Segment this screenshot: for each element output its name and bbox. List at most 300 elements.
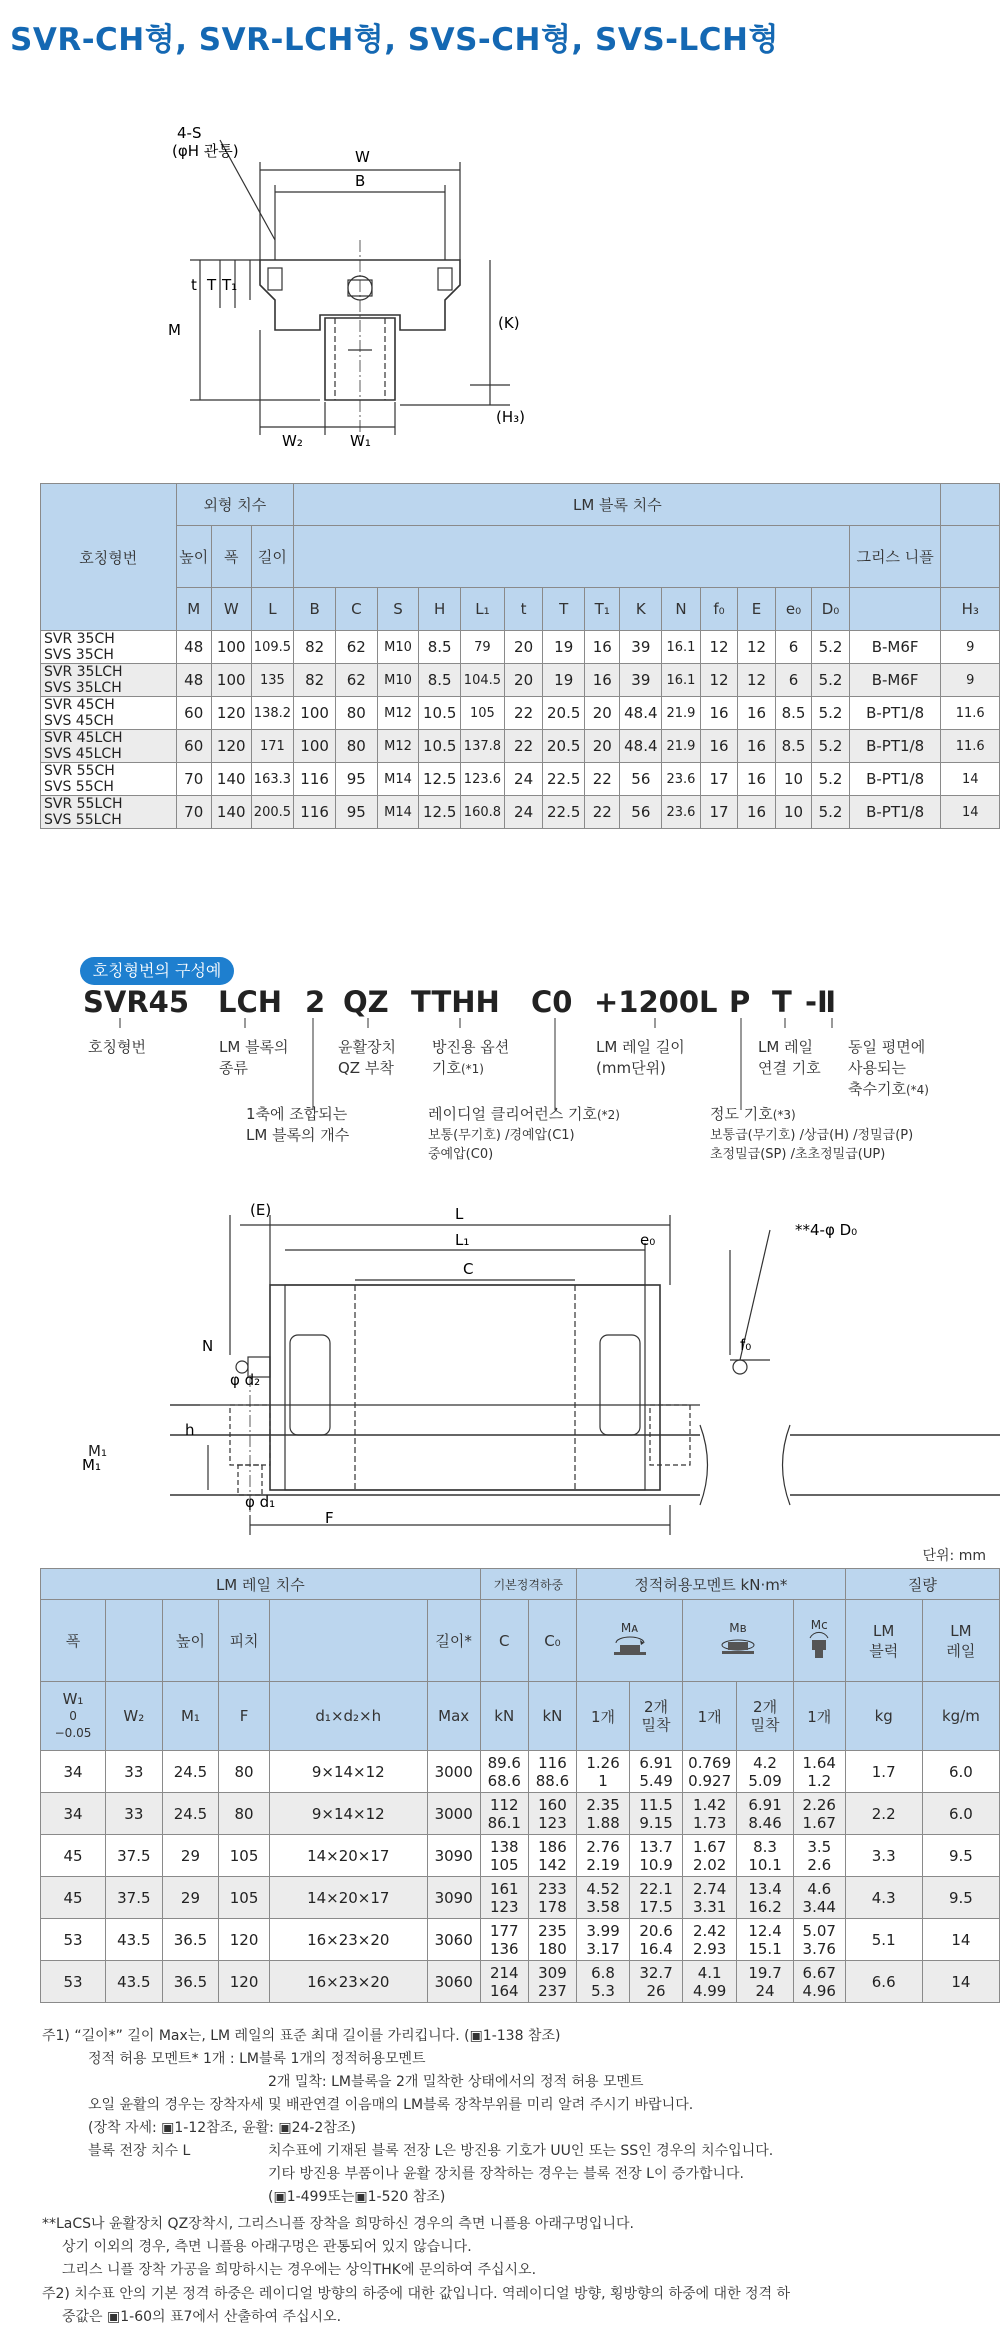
cell-s: M10 — [377, 631, 419, 664]
note-14: 중값은 ▣1-60의 표7에서 산출하여 주십시오. — [62, 2309, 342, 2325]
cell-n: 21.9 — [662, 730, 701, 763]
cell-line: 17.5 — [639, 1897, 673, 1916]
note-9: (▣1-499또는▣1-520 참조) — [268, 2189, 446, 2205]
cell-t: 24 — [504, 763, 543, 796]
cell-c — [480, 1751, 528, 1793]
cell-mb2 — [737, 1751, 794, 1793]
cell-b: 82 — [294, 664, 336, 697]
cell-line: 6.8 — [591, 1963, 615, 1982]
hdr2-mc — [793, 1600, 845, 1682]
cell-t1: 16 — [585, 631, 620, 664]
cell-t: 20 — [504, 631, 543, 664]
cell-ma2 — [630, 1793, 683, 1835]
cell-line: 1.42 — [692, 1795, 727, 1814]
cell-m1: 29 — [162, 1835, 219, 1877]
note-11: 상기 이외의 경우, 측면 니플용 아래구멍은 관통되어 있지 않습니다. — [62, 2239, 472, 2255]
cell-f0: 17 — [700, 763, 738, 796]
table-row — [41, 1877, 1000, 1919]
cell-n: 23.6 — [662, 763, 701, 796]
hdr-nip-empty — [849, 588, 941, 631]
cell-line: 1.64 — [802, 1753, 836, 1772]
cell-w: 140 — [211, 796, 251, 829]
cell-line: 4.1 — [697, 1963, 722, 1982]
cell-e: 16 — [738, 763, 776, 796]
cell-line: 2.6 — [807, 1855, 832, 1874]
cell-w2: 37.5 — [106, 1835, 163, 1877]
cell-line: 2.19 — [586, 1855, 620, 1874]
cell-c — [480, 1919, 528, 1961]
table-row — [41, 1793, 1000, 1835]
cell-mc — [793, 1751, 845, 1793]
cell-d0: 5.2 — [812, 763, 850, 796]
hdr2-ma — [577, 1600, 683, 1682]
cell-l: 138.2 — [251, 697, 294, 730]
label-h: h — [185, 1421, 195, 1439]
cell-kgm: 9.5 — [922, 1877, 999, 1919]
cell-mb2 — [737, 1877, 794, 1919]
cell-c0 — [528, 1751, 576, 1793]
cell-c — [480, 1877, 528, 1919]
side-view-drawing — [82, 1201, 1000, 1545]
cell-c — [480, 1793, 528, 1835]
cell-w1: 45 — [41, 1835, 106, 1877]
table-row — [41, 1961, 1000, 2003]
cell-m: 70 — [176, 796, 211, 829]
note-5: (장착 자세: ▣1-12참조, 윤활: ▣24-2참조) — [88, 2120, 356, 2136]
cell-d: 16×23×20 — [269, 1961, 427, 2003]
cell-h: 8.5 — [419, 631, 461, 664]
cell-mb1 — [683, 1919, 737, 1961]
cell-f0: 12 — [700, 631, 738, 664]
label-block-1: LM 블록의 — [219, 1038, 289, 1056]
note-12: 그리스 니플 장착 가공을 희망하시는 경우에는 상익THK에 문의하여 주십시오. — [62, 2262, 537, 2278]
cell-m1: 36.5 — [162, 1919, 219, 1961]
hdr-model: 호칭형번 — [41, 484, 177, 631]
cell-l: 109.5 — [251, 631, 294, 664]
model-cell — [41, 796, 177, 829]
cell-h3: 9 — [941, 664, 1000, 697]
cell-f0: 16 — [700, 730, 738, 763]
cell-mb2 — [737, 1793, 794, 1835]
cell-n: 16.1 — [662, 631, 701, 664]
blk-1: LM — [873, 1621, 895, 1640]
unit-label: 단위: mm — [922, 1548, 986, 1564]
cell-max: 3090 — [427, 1835, 480, 1877]
cell-h: 10.5 — [419, 730, 461, 763]
composition-pill: 호칭형번의 구성예 — [80, 957, 234, 985]
cell-ma1 — [577, 1877, 630, 1919]
cell-c — [480, 1961, 528, 2003]
block-dimension-table — [40, 483, 1000, 829]
model-cell — [41, 697, 177, 730]
hdr2-c0: C₀ — [528, 1600, 576, 1682]
cell-line: 89.6 — [487, 1753, 521, 1772]
label-w1: W₁ — [350, 432, 371, 450]
cell-line: 5.49 — [639, 1771, 673, 1790]
mc-label: Mᴄ — [810, 1617, 828, 1632]
cell-line: 4.2 — [753, 1753, 777, 1772]
cell-line: 26 — [646, 1981, 666, 2000]
cell-s: M12 — [377, 697, 419, 730]
hdr2-moment: 정적허용모멘트 kN·m* — [577, 1569, 846, 1600]
hdr2-ma-two — [630, 1682, 683, 1751]
hdr2-kg: kg — [845, 1682, 922, 1751]
page-title: SVR-CH형, SVR-LCH형, SVS-CH형, SVS-LCH형 — [10, 22, 779, 58]
cell-f0: 12 — [700, 664, 738, 697]
cell-b: 116 — [294, 796, 336, 829]
code-qz: QZ — [343, 985, 389, 1019]
hdr2-kn1: kN — [480, 1682, 528, 1751]
cell-c: 95 — [335, 763, 377, 796]
label-rail-length-2: (mm단위) — [596, 1059, 666, 1077]
cell-line: 16.4 — [639, 1939, 673, 1958]
cell-w: 120 — [211, 697, 251, 730]
cell-d0: 5.2 — [812, 631, 850, 664]
cell-t1: 22 — [585, 763, 620, 796]
cell-line: 123 — [489, 1897, 519, 1916]
cell-max: 3000 — [427, 1793, 480, 1835]
cell-w: 140 — [211, 763, 251, 796]
cell-ma2 — [630, 1835, 683, 1877]
cell-e: 16 — [738, 697, 776, 730]
cell-max: 3060 — [427, 1919, 480, 1961]
hdr-l: L — [251, 588, 294, 631]
cell-line: 19.7 — [748, 1963, 782, 1982]
code-seal: TTHH — [411, 985, 500, 1019]
label-tt: T — [207, 276, 217, 294]
cell-line: 160 — [538, 1795, 567, 1814]
hdr2-rl — [922, 1600, 999, 1682]
label-clearance-sub-1: 보통(무기호) /경예압(C1) — [428, 1128, 575, 1143]
cell-kg: 6.6 — [845, 1961, 922, 2003]
front-view-drawing — [160, 124, 760, 460]
code-clearance: C0 — [531, 985, 573, 1019]
cell-line: 237 — [538, 1981, 567, 2000]
cell-max: 3060 — [427, 1961, 480, 2003]
cell-f: 105 — [219, 1835, 270, 1877]
cell-e0: 6 — [775, 631, 811, 664]
label-k: (K) — [498, 314, 520, 332]
cell-f0: 16 — [700, 697, 738, 730]
cell-l: 171 — [251, 730, 294, 763]
cell-w: 120 — [211, 730, 251, 763]
cell-d: 9×14×12 — [269, 1751, 427, 1793]
model-line-1: SVR 35LCH — [44, 664, 123, 680]
model-line-1: SVR 55LCH — [44, 796, 123, 812]
cell-m: 70 — [176, 763, 211, 796]
cell-kg: 2.2 — [845, 1793, 922, 1835]
cell-t: 22 — [504, 697, 543, 730]
label-same-plane-2: 사용되는 — [848, 1059, 906, 1077]
label-rail-conn-2: 연결 기호 — [758, 1059, 821, 1077]
cell-line: 8.3 — [753, 1837, 777, 1856]
cell-t: 22.5 — [543, 796, 585, 829]
label-precision-sub-1: 보통급(무기호) /상급(H) /정밀급(P) — [710, 1128, 914, 1143]
cell-c0 — [528, 1961, 576, 2003]
cell-line: 136 — [489, 1939, 519, 1958]
cell-e0: 8.5 — [775, 697, 811, 730]
cell-line: 105 — [489, 1855, 519, 1874]
hdr2-kgm: kg/m — [922, 1682, 999, 1751]
cell-d: 14×20×17 — [269, 1835, 427, 1877]
mc-icon — [804, 1632, 834, 1660]
cell-line: 3.5 — [807, 1837, 832, 1856]
cell-c: 95 — [335, 796, 377, 829]
table-row — [41, 631, 1000, 664]
cell-line: 1.67 — [692, 1837, 727, 1856]
cell-kg: 4.3 — [845, 1877, 922, 1919]
label-w2: W₂ — [282, 432, 303, 450]
rl-1: LM — [950, 1621, 972, 1640]
cell-f: 120 — [219, 1919, 270, 1961]
label-m1-text: M₁ — [88, 1442, 107, 1460]
cell-line: 112 — [489, 1795, 519, 1814]
cell-line: 142 — [538, 1855, 567, 1874]
cell-f: 105 — [219, 1877, 270, 1919]
cell-m: 60 — [176, 730, 211, 763]
cell-mb2 — [737, 1919, 794, 1961]
cell-s: M14 — [377, 763, 419, 796]
cell-w2: 33 — [106, 1793, 163, 1835]
hdr-t: t — [504, 588, 543, 631]
label-d1: φ d₁ — [245, 1493, 276, 1511]
note-3: 2개 밀착: LM블록을 2개 밀착한 상태에서의 정적 허용 모멘트 — [268, 2074, 644, 2090]
cell-line: 2.35 — [586, 1795, 620, 1814]
cell-w: 100 — [211, 664, 251, 697]
label-n: N — [202, 1337, 214, 1355]
cell-line: 138 — [489, 1837, 519, 1856]
hdr-outer: 외형 치수 — [176, 484, 294, 526]
cell-n: 16.1 — [662, 664, 701, 697]
cell-l: 135 — [251, 664, 294, 697]
cell-c — [480, 1835, 528, 1877]
cell-w2: 43.5 — [106, 1919, 163, 1961]
table-row — [41, 763, 1000, 796]
cell-line: 2.76 — [586, 1837, 620, 1856]
hdr-w: W — [211, 588, 251, 631]
cell-line: 16.2 — [748, 1897, 782, 1916]
mb-two-2: 밀착 — [750, 1716, 780, 1734]
cell-line: 4.6 — [807, 1879, 832, 1898]
cell-ma1 — [577, 1793, 630, 1835]
model-line-2: SVS 45CH — [44, 713, 114, 729]
cell-w1: 34 — [41, 1751, 106, 1793]
cell-b: 82 — [294, 631, 336, 664]
label-f: F — [325, 1509, 334, 1527]
cell-e: 16 — [738, 730, 776, 763]
label-d2: φ d₂ — [230, 1371, 261, 1389]
cell-line: 180 — [538, 1939, 567, 1958]
note-10: **LaCS나 윤활장치 QZ장착시, 그리스니플 장착을 희망하신 경우의 측면 니플용 아래구멍입니다. — [42, 2216, 634, 2232]
label-qz-2: QZ 부착 — [338, 1059, 394, 1077]
model-line-1: SVR 35CH — [44, 631, 115, 647]
label-same-plane-1: 동일 평면에 — [848, 1038, 926, 1056]
cell-line: 309 — [538, 1963, 567, 1982]
hdr-t1: T₁ — [585, 588, 620, 631]
cell-l1: 123.6 — [461, 763, 505, 796]
label-seal-2: 기호 — [432, 1059, 461, 1077]
cell-l1: 105 — [461, 697, 505, 730]
table-row — [41, 1919, 1000, 1961]
label-m: M — [168, 321, 181, 339]
cell-line: 86.1 — [487, 1813, 521, 1832]
cell-line: 1.26 — [586, 1753, 620, 1772]
label-phi-h: (φH 관통) — [172, 142, 239, 160]
hdr2-height: 높이 — [162, 1600, 219, 1682]
label-count-2: LM 블록의 개수 — [246, 1126, 350, 1144]
cell-line: 123 — [538, 1813, 567, 1832]
cell-mb2 — [737, 1961, 794, 2003]
label-m1: M₁ — [82, 1456, 101, 1474]
cell-line: 233 — [538, 1879, 567, 1898]
hdr2-rail: LM 레일 치수 — [41, 1569, 481, 1600]
cell-mc — [793, 1793, 845, 1835]
hdr2-c: C — [480, 1600, 528, 1682]
table-row — [41, 1835, 1000, 1877]
cell-line: 8.46 — [748, 1813, 782, 1832]
cell-line: 116 — [538, 1753, 567, 1772]
hdr2-basic: 기본정격하중 — [480, 1569, 576, 1600]
label-seal-1: 방진용 옵션 — [432, 1038, 510, 1056]
cell-line: 3.17 — [586, 1939, 620, 1958]
label-rail-length-1: LM 레일 길이 — [596, 1038, 685, 1056]
cell-h3: 14 — [941, 763, 1000, 796]
cell-e0: 8.5 — [775, 730, 811, 763]
label-clearance-sub-2: 중예압(C0) — [428, 1147, 494, 1162]
cell-c: 62 — [335, 631, 377, 664]
cell-ma2 — [630, 1877, 683, 1919]
label-t1: T₁ — [222, 276, 238, 294]
cell-s: M12 — [377, 730, 419, 763]
hdr2-ma-one: 1개 — [577, 1682, 630, 1751]
label-t: t — [191, 276, 197, 294]
cell-w2: 43.5 — [106, 1961, 163, 2003]
cell-line: 20.6 — [639, 1921, 673, 1940]
cell-e: 12 — [738, 631, 776, 664]
cell-n: 23.6 — [662, 796, 701, 829]
hdr-width: 폭 — [211, 526, 251, 588]
model-line-1: SVR 45CH — [44, 697, 115, 713]
cell-line: 2.42 — [692, 1921, 727, 1940]
cell-mb1 — [683, 1751, 737, 1793]
cell-line: 6.91 — [748, 1795, 782, 1814]
cell-m1: 24.5 — [162, 1793, 219, 1835]
cell-line: 0.927 — [688, 1771, 732, 1790]
label-h3: (H₃) — [496, 408, 525, 426]
cell-d: 9×14×12 — [269, 1793, 427, 1835]
model-line-2: SVS 35CH — [44, 647, 114, 663]
hdr2-w2: W₂ — [106, 1682, 163, 1751]
cell-h3: 9 — [941, 631, 1000, 664]
cell-line: 2.02 — [692, 1855, 727, 1874]
hdr2-m1: M₁ — [162, 1682, 219, 1751]
note-2: 정적 허용 모멘트* 1개 : LM블록 1개의 정적허용모멘트 — [88, 2051, 426, 2067]
cell-ma2 — [630, 1751, 683, 1793]
label-same-plane-3: 축수기호 — [848, 1080, 906, 1098]
cell-f: 80 — [219, 1751, 270, 1793]
label-e: (E) — [250, 1201, 272, 1219]
label-rail-conn-1: LM 레일 — [758, 1038, 814, 1056]
cell-f0: 17 — [700, 796, 738, 829]
cell-t1: 20 — [585, 730, 620, 763]
cell-b: 100 — [294, 697, 336, 730]
model-cell — [41, 763, 177, 796]
label-qz-1: 윤활장치 — [338, 1038, 396, 1056]
cell-h3: 11.6 — [941, 697, 1000, 730]
label-e0: e₀ — [640, 1231, 656, 1249]
note-8: 기타 방진용 부품이나 윤활 장치를 장착하는 경우는 블록 전장 L이 증가합니다. — [268, 2166, 744, 2182]
label-c: C — [463, 1260, 474, 1278]
hdr2-mass: 질량 — [845, 1569, 999, 1600]
hdr2-width: 폭 — [41, 1600, 106, 1682]
cell-mb1 — [683, 1793, 737, 1835]
table-row — [41, 730, 1000, 763]
note-6: 블록 전장 치수 L — [88, 2143, 191, 2159]
table-row — [41, 796, 1000, 829]
cell-t1: 16 — [585, 664, 620, 697]
cell-k: 56 — [620, 796, 662, 829]
hdr-tt: T — [543, 588, 585, 631]
cell-mb1 — [683, 1961, 737, 2003]
cell-c0 — [528, 1877, 576, 1919]
cell-line: 5.09 — [748, 1771, 782, 1790]
cell-h3: 11.6 — [941, 730, 1000, 763]
hdr-f0: f₀ — [700, 588, 738, 631]
cell-ma1 — [577, 1835, 630, 1877]
hdr-grease: 그리스 니플 — [849, 526, 941, 588]
cell-b: 116 — [294, 763, 336, 796]
label-precision-sub-2: 초정밀급(SP) /초초정밀급(UP) — [710, 1147, 886, 1162]
cell-e0: 10 — [775, 763, 811, 796]
cell-h: 12.5 — [419, 763, 461, 796]
cell-nip: B-PT1/8 — [849, 763, 941, 796]
cell-t: 22.5 — [543, 763, 585, 796]
cell-c0 — [528, 1793, 576, 1835]
cell-line: 164 — [489, 1981, 519, 2000]
hdr-h: H — [419, 588, 461, 631]
cell-k: 56 — [620, 763, 662, 796]
cell-nip: B-PT1/8 — [849, 730, 941, 763]
model-cell — [41, 730, 177, 763]
cell-h: 10.5 — [419, 697, 461, 730]
hdr-m: M — [176, 588, 211, 631]
cell-line: 0.769 — [688, 1753, 732, 1772]
cell-line: 88.6 — [535, 1771, 570, 1790]
cell-ma1 — [577, 1961, 630, 2003]
cell-w1: 53 — [41, 1919, 106, 1961]
hdr2-max: Max — [427, 1682, 480, 1751]
code-precision: P — [729, 985, 751, 1019]
cell-s: M14 — [377, 796, 419, 829]
cell-d: 16×23×20 — [269, 1919, 427, 1961]
cell-kg: 3.3 — [845, 1835, 922, 1877]
label-model: 호칭형번 — [88, 1038, 146, 1056]
cell-line: 177 — [489, 1921, 519, 1940]
label-b: B — [355, 172, 366, 190]
cell-l: 163.3 — [251, 763, 294, 796]
cell-line: 10.1 — [748, 1855, 782, 1874]
cell-nip: B-PT1/8 — [849, 796, 941, 829]
label-precision: 정도 기호 — [710, 1105, 773, 1123]
cell-d0: 5.2 — [812, 796, 850, 829]
cell-ma1 — [577, 1751, 630, 1793]
cell-t: 19 — [543, 664, 585, 697]
label-block-2: 종류 — [219, 1059, 248, 1077]
note-7: 치수표에 기재된 블록 전장 L은 방진용 기호가 UU인 또는 SS인 경우의 치수입니다. — [268, 2143, 774, 2159]
model-line-2: SVS 55LCH — [44, 812, 122, 828]
hdr2-kn2: kN — [528, 1682, 576, 1751]
cell-s: M10 — [377, 664, 419, 697]
